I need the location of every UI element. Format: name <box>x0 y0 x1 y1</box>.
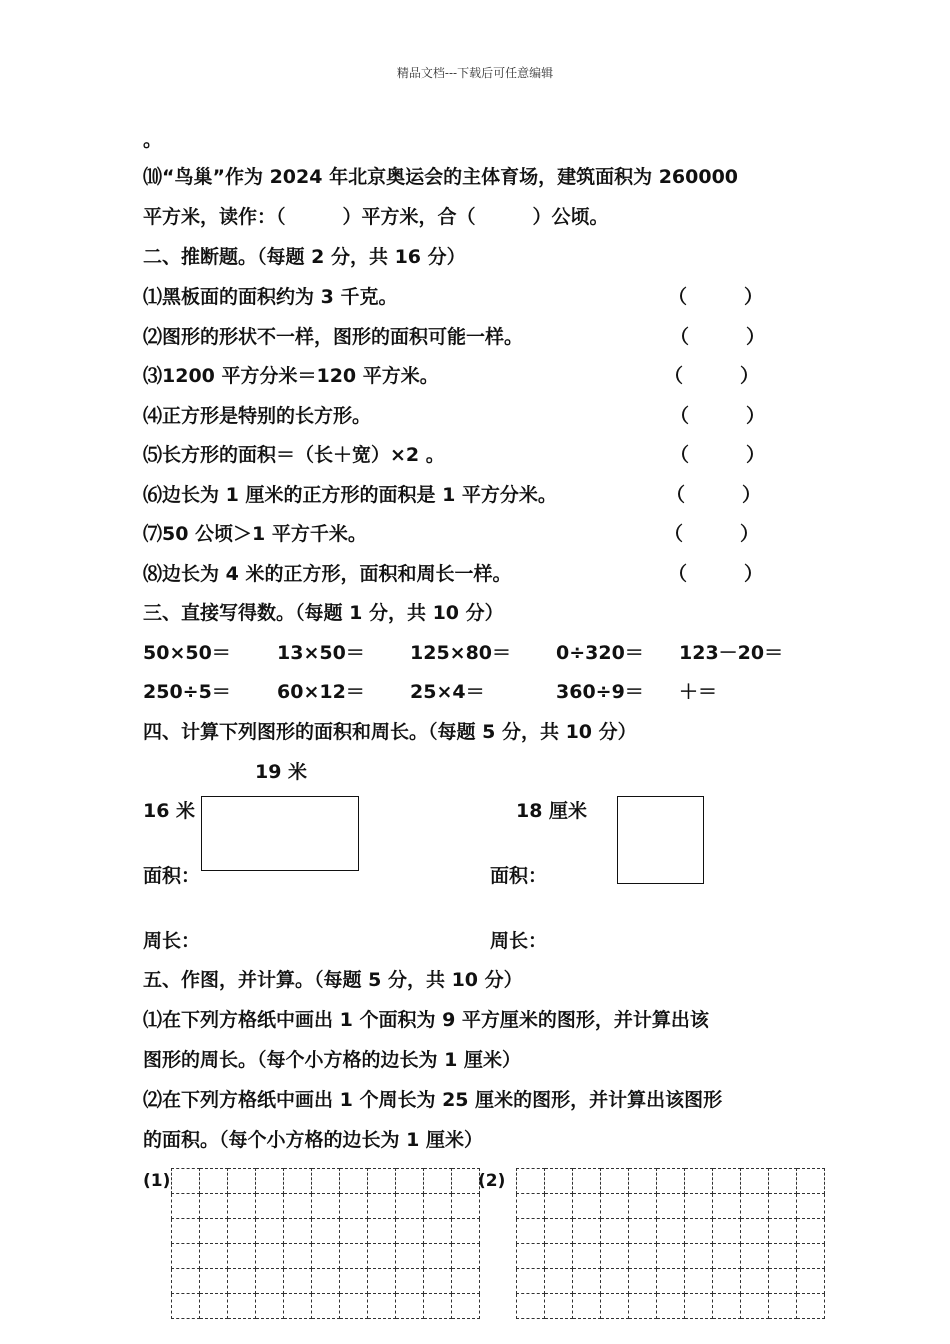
grid-cell[interactable] <box>172 1244 200 1269</box>
grid2-label: (2) <box>478 1171 506 1191</box>
mental-item: 125×80＝ <box>410 642 512 664</box>
grid-cell[interactable] <box>368 1194 396 1219</box>
square-side-label: 18 厘米 <box>516 800 588 822</box>
grid-cell[interactable] <box>228 1244 256 1269</box>
grid-cell[interactable] <box>769 1294 797 1319</box>
draw-q2-line1: ⑵在下列方格纸中画出 1 个周长为 25 厘米的图形，并计算出该图形 <box>143 1089 723 1111</box>
answer-paren-5[interactable]: （ ） <box>670 444 766 466</box>
grid-cell[interactable] <box>312 1194 340 1219</box>
grid-cell[interactable] <box>797 1294 825 1319</box>
grid-cell[interactable] <box>545 1169 573 1194</box>
grid-cell[interactable] <box>797 1244 825 1269</box>
draw-q1-line2: 图形的周长。（每个小方格的边长为 1 厘米） <box>143 1049 521 1071</box>
grid-cell[interactable] <box>312 1169 340 1194</box>
grid-cell[interactable] <box>545 1269 573 1294</box>
rect-height-label: 16 米 <box>143 800 196 822</box>
grid-cell[interactable] <box>573 1194 601 1219</box>
grid-cell[interactable] <box>685 1244 713 1269</box>
grid-cell[interactable] <box>797 1219 825 1244</box>
grid-cell[interactable] <box>284 1194 312 1219</box>
grid-cell[interactable] <box>452 1269 480 1294</box>
grid-cell[interactable] <box>228 1269 256 1294</box>
grid-cell[interactable] <box>256 1194 284 1219</box>
grid-cell[interactable] <box>545 1294 573 1319</box>
grid-cell[interactable] <box>545 1219 573 1244</box>
grid-cell[interactable] <box>601 1294 629 1319</box>
grid-cell[interactable] <box>685 1294 713 1319</box>
grid-cell[interactable] <box>312 1269 340 1294</box>
mental-item: 360÷9＝ <box>556 681 644 703</box>
grid-cell[interactable] <box>601 1244 629 1269</box>
grid-cell[interactable] <box>396 1169 424 1194</box>
grid-cell[interactable] <box>228 1219 256 1244</box>
draw-q2-line2: 的面积。（每个小方格的边长为 1 厘米） <box>143 1129 483 1151</box>
judge-item-2: ⑵图形的形状不一样，图形的面积可能一样。 <box>143 326 524 348</box>
grid-cell[interactable] <box>573 1244 601 1269</box>
grid-cell[interactable] <box>424 1269 452 1294</box>
mental-item: 13×50＝ <box>277 642 365 664</box>
grid-cell[interactable] <box>629 1219 657 1244</box>
judge-item-8: ⑻边长为 4 米的正方形，面积和周长一样。 <box>143 563 512 585</box>
grid-cell[interactable] <box>713 1169 741 1194</box>
grid-cell[interactable] <box>284 1244 312 1269</box>
grid-cell[interactable] <box>713 1269 741 1294</box>
grid-cell[interactable] <box>284 1269 312 1294</box>
judge-item-7: ⑺50 公顷＞1 平方千米。 <box>143 523 367 545</box>
grid-cell[interactable] <box>200 1244 228 1269</box>
grid-cell[interactable] <box>713 1194 741 1219</box>
grid-cell[interactable] <box>340 1169 368 1194</box>
grid-cell[interactable] <box>657 1169 685 1194</box>
grid-paper-1[interactable] <box>171 1168 480 1319</box>
grid-cell[interactable] <box>452 1169 480 1194</box>
grid-cell[interactable] <box>368 1269 396 1294</box>
grid-cell[interactable] <box>396 1294 424 1319</box>
grid-cell[interactable] <box>340 1194 368 1219</box>
grid-cell[interactable] <box>573 1219 601 1244</box>
grid-cell[interactable] <box>172 1294 200 1319</box>
draw-q1-line1: ⑴在下列方格纸中画出 1 个面积为 9 平方厘米的图形，并计算出该 <box>143 1009 709 1031</box>
square-area-label: 面积： <box>490 865 548 887</box>
grid-cell[interactable] <box>340 1219 368 1244</box>
page-header: 精品文档---下载后可任意编辑 <box>396 66 554 80</box>
grid-cell[interactable] <box>172 1169 200 1194</box>
q10-line1: ⑽“鸟巢”作为 2024 年北京奥运会的主体育场，建筑面积为 260000 <box>143 166 739 188</box>
rectangle-figure <box>201 796 359 871</box>
judge-item-4: ⑷正方形是特别的长方形。 <box>143 405 372 427</box>
grid-cell[interactable] <box>200 1169 228 1194</box>
mental-item: 250÷5＝ <box>143 681 231 703</box>
grid-cell[interactable] <box>256 1219 284 1244</box>
grid-cell[interactable] <box>517 1169 545 1194</box>
grid1-label: (1) <box>143 1171 171 1191</box>
grid-cell[interactable] <box>172 1194 200 1219</box>
grid-cell[interactable] <box>396 1244 424 1269</box>
grid-cell[interactable] <box>713 1244 741 1269</box>
grid-cell[interactable] <box>452 1219 480 1244</box>
judge-item-5: ⑸长方形的面积＝（长＋宽）×2 。 <box>143 444 445 466</box>
answer-paren-6[interactable]: （ ） <box>666 484 762 506</box>
grid-cell[interactable] <box>256 1169 284 1194</box>
grid-cell[interactable] <box>517 1194 545 1219</box>
answer-paren-7[interactable]: （ ） <box>664 523 760 545</box>
grid-cell[interactable] <box>629 1269 657 1294</box>
grid-cell[interactable] <box>741 1169 769 1194</box>
grid-cell[interactable] <box>256 1244 284 1269</box>
grid-cell[interactable] <box>685 1269 713 1294</box>
answer-paren-2[interactable]: （ ） <box>670 326 766 348</box>
judge-item-6: ⑹边长为 1 厘米的正方形的面积是 1 平方分米。 <box>143 484 557 506</box>
answer-paren-3[interactable]: （ ） <box>664 365 760 387</box>
grid-cell[interactable] <box>424 1169 452 1194</box>
grid-cell[interactable] <box>545 1244 573 1269</box>
answer-paren-4[interactable]: （ ） <box>670 405 766 427</box>
grid-cell[interactable] <box>228 1169 256 1194</box>
grid-cell[interactable] <box>657 1244 685 1269</box>
grid-cell[interactable] <box>601 1194 629 1219</box>
grid-cell[interactable] <box>573 1294 601 1319</box>
mental-item: ＋＝ <box>679 681 718 703</box>
rect-perimeter-label: 周长： <box>143 930 201 952</box>
grid-cell[interactable] <box>741 1194 769 1219</box>
grid-cell[interactable] <box>601 1269 629 1294</box>
section3-title: 三、直接写得数。（每题 1 分，共 10 分） <box>143 602 504 624</box>
grid-cell[interactable] <box>200 1194 228 1219</box>
grid-cell[interactable] <box>657 1269 685 1294</box>
grid-cell[interactable] <box>797 1169 825 1194</box>
grid-cell[interactable] <box>769 1194 797 1219</box>
grid-cell[interactable] <box>340 1269 368 1294</box>
grid-cell[interactable] <box>713 1219 741 1244</box>
grid-cell[interactable] <box>312 1294 340 1319</box>
section4-title: 四、计算下列图形的面积和周长。（每题 5 分，共 10 分） <box>143 721 637 743</box>
grid-cell[interactable] <box>629 1169 657 1194</box>
square-perimeter-label: 周长： <box>490 930 548 952</box>
grid-cell[interactable] <box>228 1294 256 1319</box>
grid-cell[interactable] <box>517 1269 545 1294</box>
grid-cell[interactable] <box>629 1194 657 1219</box>
grid-cell[interactable] <box>517 1219 545 1244</box>
grid-cell[interactable] <box>368 1244 396 1269</box>
grid-cell[interactable] <box>685 1219 713 1244</box>
mental-item: 60×12＝ <box>277 681 365 703</box>
grid-cell[interactable] <box>452 1244 480 1269</box>
judge-item-1: ⑴黑板面的面积约为 3 千克。 <box>143 286 398 308</box>
grid-cell[interactable] <box>424 1219 452 1244</box>
grid-cell[interactable] <box>657 1294 685 1319</box>
grid-cell[interactable] <box>769 1244 797 1269</box>
grid-cell[interactable] <box>741 1244 769 1269</box>
grid-cell[interactable] <box>517 1294 545 1319</box>
grid-cell[interactable] <box>685 1169 713 1194</box>
section2-title: 二、推断题。（每题 2 分，共 16 分） <box>143 246 466 268</box>
grid-cell[interactable] <box>200 1219 228 1244</box>
section5-title: 五、作图，并计算。（每题 5 分，共 10 分） <box>143 969 523 991</box>
grid-cell[interactable] <box>368 1219 396 1244</box>
grid-cell[interactable] <box>657 1219 685 1244</box>
grid-cell[interactable] <box>424 1244 452 1269</box>
grid-cell[interactable] <box>172 1269 200 1294</box>
grid-cell[interactable] <box>340 1294 368 1319</box>
grid-cell[interactable] <box>284 1219 312 1244</box>
grid-cell[interactable] <box>200 1269 228 1294</box>
top-fragment: 。 <box>143 129 163 151</box>
grid-cell[interactable] <box>769 1219 797 1244</box>
grid-cell[interactable] <box>797 1194 825 1219</box>
grid-cell[interactable] <box>797 1269 825 1294</box>
square-figure <box>617 796 704 884</box>
grid-cell[interactable] <box>629 1294 657 1319</box>
grid-cell[interactable] <box>741 1269 769 1294</box>
grid-cell[interactable] <box>256 1269 284 1294</box>
grid-cell[interactable] <box>573 1169 601 1194</box>
judge-item-3: ⑶1200 平方分米＝120 平方米。 <box>143 365 439 387</box>
grid-cell[interactable] <box>741 1219 769 1244</box>
grid-cell[interactable] <box>284 1169 312 1194</box>
grid-cell[interactable] <box>657 1194 685 1219</box>
rect-area-label: 面积： <box>143 865 201 887</box>
mental-item: 123－20＝ <box>679 642 784 664</box>
grid-cell[interactable] <box>396 1269 424 1294</box>
grid-cell[interactable] <box>312 1219 340 1244</box>
grid-cell[interactable] <box>368 1169 396 1194</box>
grid-cell[interactable] <box>601 1169 629 1194</box>
grid-cell[interactable] <box>517 1244 545 1269</box>
grid-cell[interactable] <box>629 1244 657 1269</box>
mental-item: 0÷320＝ <box>556 642 644 664</box>
grid-cell[interactable] <box>200 1294 228 1319</box>
grid-cell[interactable] <box>685 1194 713 1219</box>
answer-paren-1[interactable]: （ ） <box>668 286 764 308</box>
q10-line2: 平方米，读作：（ ）平方米，合（ ）公顷。 <box>143 206 609 228</box>
grid-cell[interactable] <box>545 1194 573 1219</box>
grid-cell[interactable] <box>452 1194 480 1219</box>
grid-cell[interactable] <box>452 1294 480 1319</box>
grid-cell[interactable] <box>424 1294 452 1319</box>
grid-cell[interactable] <box>713 1294 741 1319</box>
grid-cell[interactable] <box>741 1294 769 1319</box>
answer-paren-8[interactable]: （ ） <box>668 563 764 585</box>
grid-cell[interactable] <box>172 1219 200 1244</box>
grid-cell[interactable] <box>312 1244 340 1269</box>
grid-cell[interactable] <box>396 1219 424 1244</box>
mental-item: 50×50＝ <box>143 642 231 664</box>
grid-cell[interactable] <box>573 1269 601 1294</box>
grid-paper-2[interactable] <box>516 1168 825 1319</box>
grid-cell[interactable] <box>769 1269 797 1294</box>
rect-width-label: 19 米 <box>255 761 308 783</box>
grid-cell[interactable] <box>340 1244 368 1269</box>
grid-cell[interactable] <box>256 1294 284 1319</box>
grid-cell[interactable] <box>396 1194 424 1219</box>
grid-cell[interactable] <box>424 1194 452 1219</box>
grid-cell[interactable] <box>284 1294 312 1319</box>
grid-cell[interactable] <box>228 1194 256 1219</box>
grid-cell[interactable] <box>368 1294 396 1319</box>
grid-cell[interactable] <box>769 1169 797 1194</box>
mental-item: 25×4＝ <box>410 681 485 703</box>
grid-cell[interactable] <box>601 1219 629 1244</box>
